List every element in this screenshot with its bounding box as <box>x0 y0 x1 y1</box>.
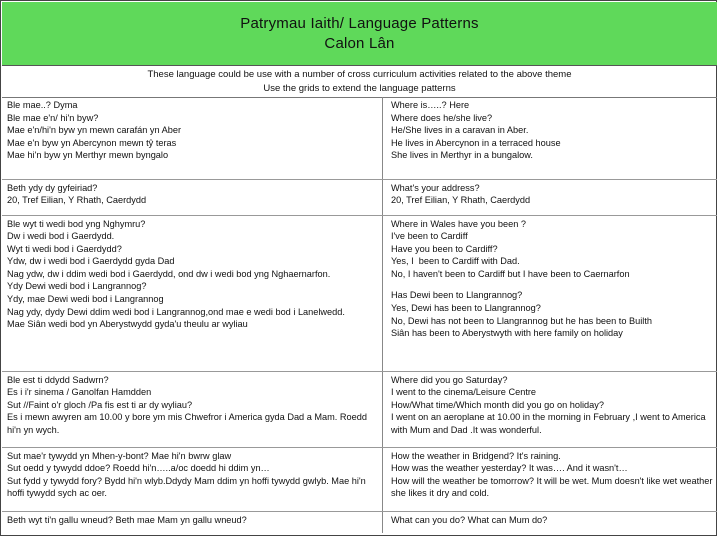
english-line: He lives in Abercynon in a terraced house <box>391 137 561 148</box>
english-line: 20, Tref Eilian, Y Rhath, Caerdydd <box>391 195 531 206</box>
english-cell <box>383 371 718 447</box>
welsh-line: Es i i'r sinema / Ganolfan Hamdden <box>7 387 152 398</box>
english-line: What can you do? What can Mum do? <box>391 514 548 525</box>
welsh-line: Wyt ti wedi bod i Gaerdydd? <box>7 243 122 254</box>
english-line: What's your address? <box>391 182 480 193</box>
english-cell <box>383 447 718 511</box>
english-line: Where does he/she live? <box>391 112 493 123</box>
welsh-line: Sut oedd y tywydd ddoe? Roedd hi'n…..a/oc doedd hi ddim yn… <box>7 463 270 474</box>
table-row <box>2 371 717 447</box>
table-row <box>2 511 717 533</box>
english-line: How the weather in Bridgend? It's raining. <box>391 450 561 461</box>
intro-note <box>2 66 717 98</box>
welsh-line: Es i mewn awyren am 10.00 y bore ym mis Chwefror i America gyda Dad a Mam. Roedd hi'n yn wych. <box>7 412 370 435</box>
welsh-line: Nag ydw, dw i ddim wedi bod i Gaerdydd, ond dw i wedi bod yng Nghaernarfon. <box>7 268 331 279</box>
patterns-table <box>2 97 717 533</box>
english-line: How was the weather yesterday? It was…. And it wasn't… <box>391 463 628 474</box>
english-line: Where did you go Saturday? <box>391 374 508 385</box>
english-cell <box>383 179 718 215</box>
page-title: Patrymau Iaith/ Language Patterns <box>240 15 479 32</box>
welsh-line: Sut //Faint o'r gloch /Pa fis est ti ar dy wyliau? <box>7 399 193 410</box>
english-line: How/What time/Which month did you go on holiday? <box>391 399 604 410</box>
english-line: No, Dewi has not been to Llangrannog but he has been to Builth <box>391 315 653 326</box>
welsh-line: Ble mae..? Dyma <box>7 100 78 110</box>
welsh-cell <box>2 215 383 371</box>
english-cell <box>383 97 718 179</box>
english-line: How will the weather be tomorrow? It will be wet. Mum doesn't like wet weather she likes it dry and cold. <box>391 475 715 499</box>
welsh-line: Ydy, mae Dewi wedi bod i Langrannog <box>7 294 164 305</box>
welsh-line: Sut mae'r tywydd yn Mhen-y-bont? Mae hi'n bwrw glaw <box>7 450 232 461</box>
english-line: She lives in Merthyr in a bungalow. <box>391 150 533 161</box>
welsh-cell <box>2 179 383 215</box>
table-row <box>2 215 717 371</box>
welsh-line: Dw i wedi bod i Gaerdydd. <box>7 231 115 242</box>
english-line: Have you been to Cardiff? <box>391 243 498 254</box>
table-row <box>2 447 717 511</box>
title-banner <box>2 2 717 66</box>
welsh-line: Ble mae e'n/ hi'n byw? <box>7 112 99 123</box>
welsh-line: Mae Siân wedi bod yn Aberystwydd gyda'u theulu ar wyliau <box>7 319 248 330</box>
welsh-line: Ydw, dw i wedi bod i Gaerdydd gyda Dad <box>7 256 175 267</box>
welsh-line: Mae e'n/hi'n byw yn mewn carafán yn Aber <box>7 125 182 136</box>
welsh-cell <box>2 97 383 179</box>
welsh-line: Ble wyt ti wedi bod yng Nghymru? <box>7 218 146 229</box>
welsh-line: Sut fydd y tywydd fory? Bydd hi'n wlyb.Ddydy Mam ddim yn hoffi tywydd gwlyb. Mae hi'n hoffi tywydd sych ac oer. <box>7 475 369 499</box>
english-line: Where is…..? Here <box>391 100 470 110</box>
english-cell <box>383 511 718 533</box>
english-line: Yes, Dewi has been to Llangrannog? <box>391 303 541 314</box>
table-row <box>2 97 717 179</box>
english-line: Siân has been to Aberystwyth with here family on holiday <box>391 328 623 339</box>
page-subtitle: Calon Lân <box>324 35 395 52</box>
english-line: He/She lives in a caravan in Aber. <box>391 125 529 136</box>
welsh-line: Mae e'n byw yn Abercynon mewn tŷ teras <box>7 137 177 148</box>
welsh-line: Mae hi'n byw yn Merthyr mewn byngalo <box>7 150 169 161</box>
english-cell <box>383 215 718 371</box>
welsh-cell <box>2 447 383 511</box>
intro-line-1: These language could be use with a number of cross curriculum activities related to the above theme <box>147 69 572 80</box>
welsh-line: 20, Tref Eilian, Y Rhath, Caerdydd <box>7 195 147 206</box>
english-line: I went on an aeroplane at 10.00 in the morning in February ,I went to America with Mum and Dad .It was wonderful. <box>391 412 709 435</box>
english-line: I went to the cinema/Leisure Centre <box>391 387 537 398</box>
english-line: I've been to Cardiff <box>391 231 468 242</box>
english-line: Has Dewi been to Llangrannog? <box>391 290 523 301</box>
welsh-cell <box>2 511 383 533</box>
intro-line-2: Use the grids to extend the language patterns <box>263 83 456 94</box>
welsh-cell <box>2 371 383 447</box>
welsh-line: Beth wyt ti'n gallu wneud? Beth mae Mam yn gallu wneud? <box>7 514 247 525</box>
english-line: Yes, I been to Cardiff with Dad. <box>391 256 520 267</box>
welsh-line: Ble est ti ddydd Sadwrn? <box>7 374 109 385</box>
welsh-line: Ydy Dewi wedi bod i Langrannog? <box>7 281 147 292</box>
english-line: No, I haven't been to Cardiff but I have been to Caernarfon <box>391 268 630 279</box>
welsh-line: Beth ydy dy gyfeiriad? <box>7 182 98 193</box>
english-line: Where in Wales have you been ? <box>391 218 526 229</box>
table-row <box>2 179 717 215</box>
welsh-line: Nag ydy, dydy Dewi ddim wedi bod i Langrannog,ond mae e wedi bod i Lanelwedd. <box>7 306 345 317</box>
